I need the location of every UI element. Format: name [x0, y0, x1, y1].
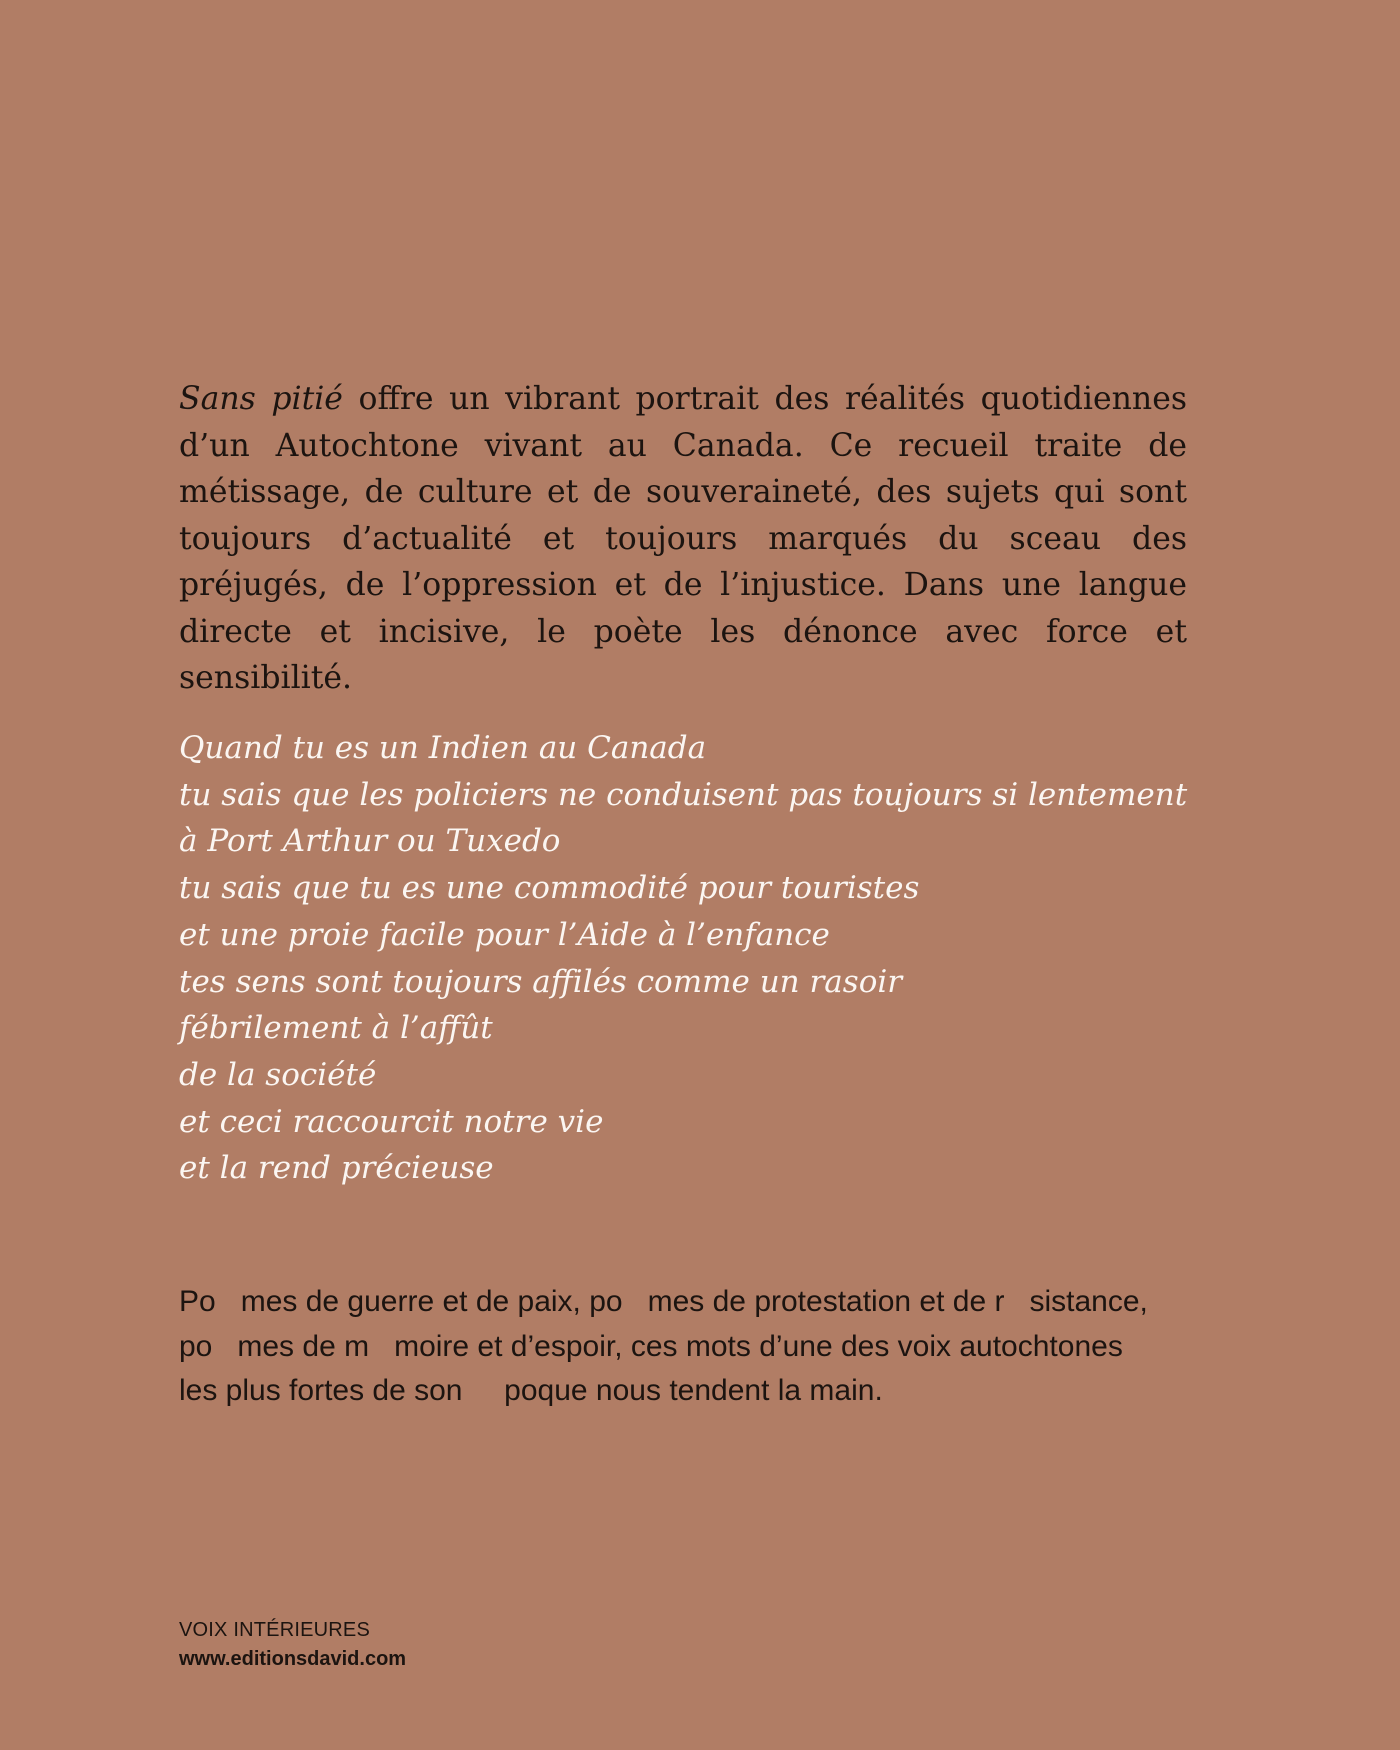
poem-line: et une proie facile pour l’Aide à l’enfance [179, 916, 830, 953]
tagline-line: les plus fortes de son poque nous tendent la main. [179, 1374, 883, 1407]
poem-line: et ceci raccourcit notre vie [179, 1103, 604, 1140]
poem-line: tu sais que les policiers ne conduisent pas toujours si lentement [179, 776, 1188, 813]
tagline-line: Po mes de guerre et de paix, po mes de protestation et de r sistance, [179, 1285, 1148, 1318]
poem-line: Quand tu es un Indien au Canada [179, 730, 707, 766]
publisher-website: www.editionsdavid.com [179, 1648, 407, 1670]
poem-line: à Port Arthur ou Tuxedo [179, 823, 561, 860]
poem-excerpt [179, 725, 1379, 1192]
poem-line: de la société [179, 1056, 377, 1093]
poem-line: tes sens sont toujours affilés comme un rasoir [179, 963, 903, 1000]
blurb-text: offre un vibrant portrait des réalités quotidiennes d’un Autochtone vivant au Canada. Ce recueil traite de métissage, de culture et de souveraineté, des sujets qui sont toujours d’actualité et toujours marqués du sceau des préjugés, de l’oppression et de l’injustice. Dans une langue directe et incisive, le poète les dénonce avec force et sensibilité. [179, 381, 1187, 696]
back-cover-blurb [179, 376, 1187, 702]
poem-line: et la rend précieuse [179, 1150, 494, 1187]
collection-name: VOIX INTÉRIEURES [179, 1619, 371, 1641]
tagline-line: po mes de m moire et d’espoir, ces mots d’une des voix autochtones [179, 1329, 1123, 1363]
poem-line: fébrilement à l’affût [179, 1010, 493, 1047]
poem-line: tu sais que tu es une commodité pour touristes [179, 870, 920, 907]
publisher-footer [179, 1616, 406, 1674]
tagline-paragraph [179, 1280, 1219, 1414]
book-title: Sans pitié [179, 381, 343, 417]
